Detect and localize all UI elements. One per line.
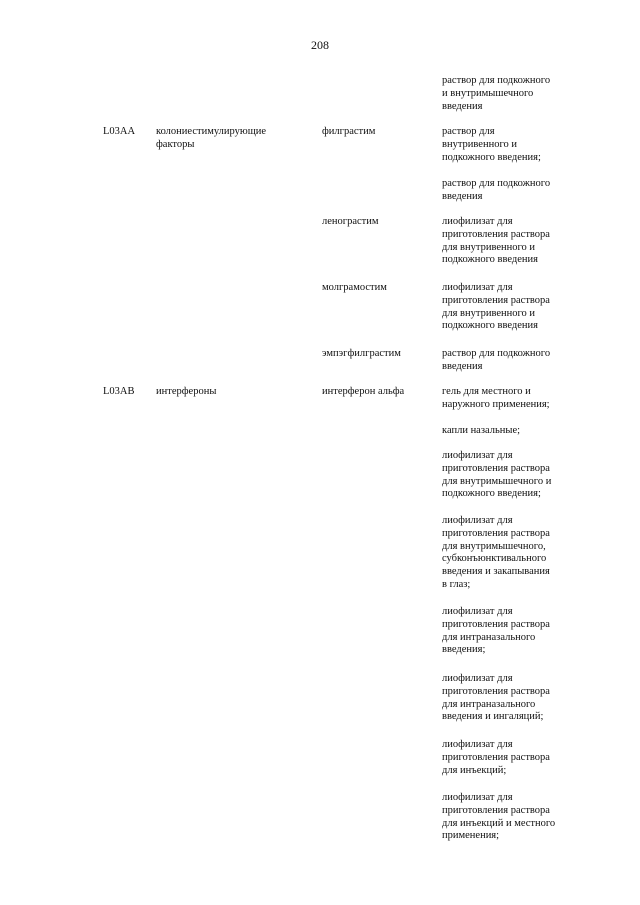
dosage-form: раствор для подкожного введения — [442, 348, 551, 372]
dosage-form: лиофилизат для приготовления раствора для внутримышечного и подкожного введения; — [442, 450, 552, 500]
dosage-form: лиофилизат для приготовления раствора для внутривенного и подкожного введения — [442, 216, 550, 266]
page-number: 208 — [311, 38, 329, 52]
atc-code: L03AB — [103, 386, 135, 397]
active-substance: ленограстим — [322, 216, 379, 227]
dosage-form: лиофилизат для приготовления раствора для инъекций; — [442, 739, 550, 776]
atc-code: L03AA — [103, 126, 136, 137]
active-substance: интерферон альфа — [322, 386, 405, 397]
dosage-form: лиофилизат для приготовления раствора для интраназального введения и ингаляций; — [442, 673, 550, 723]
dosage-form: раствор для подкожного и внутримышечного введения — [442, 75, 551, 112]
dosage-form: гель для местного и наружного применения; — [442, 386, 550, 410]
dosage-form: лиофилизат для приготовления раствора для внутривенного и подкожного введения — [442, 282, 550, 332]
active-substance: филграстим — [322, 126, 376, 137]
dosage-form: капли назальные; — [442, 425, 521, 436]
active-substance: эмпэгфилграстим — [322, 348, 401, 359]
dosage-form: лиофилизат для приготовления раствора для внутримышечного, субконъюнктивального введения и закапывания в глаз; — [442, 515, 550, 590]
dosage-form: раствор для подкожного введения — [442, 178, 551, 202]
pharmacological-group: интерфероны — [156, 386, 217, 397]
active-substance: молграмостим — [322, 282, 387, 293]
pharmacological-group: колониестимулирующие факторы — [156, 126, 267, 150]
dosage-form: лиофилизат для приготовления раствора для инъекций и местного применения; — [442, 792, 556, 842]
dosage-form: лиофилизат для приготовления раствора для интраназального введения; — [442, 606, 550, 656]
dosage-form: раствор для внутривенного и подкожного введения; — [442, 126, 541, 163]
